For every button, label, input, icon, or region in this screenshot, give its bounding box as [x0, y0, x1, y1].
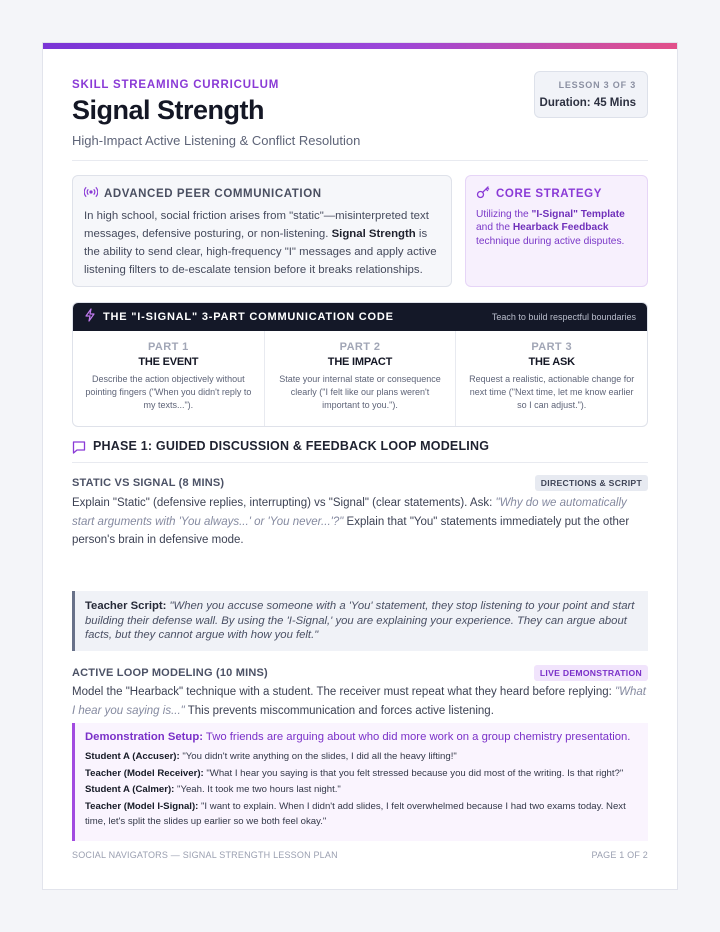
- broadcast-icon: [84, 186, 98, 201]
- phase-heading: [72, 440, 648, 463]
- dialogue-line: Teacher (Model Receiver): "What I hear you saying is that you felt stressed because you did most of the writing. Is that right?": [85, 767, 624, 779]
- page-number: PAGE 1 OF 2: [591, 850, 648, 860]
- script-text: "When you accuse someone with a 'You' statement, they stop listening to your point and start building their defense wall. By using the 'I-Signal,' you are explaining your experience. They can argue about facts, but they cannot argue with how you felt.": [85, 600, 635, 641]
- i-signal-code-box: [72, 302, 648, 427]
- teacher-script-callout: [72, 591, 648, 651]
- part-ask: [456, 331, 647, 426]
- lesson-plan-page: [42, 42, 678, 890]
- lesson-duration: Duration: 45 Mins: [539, 97, 636, 109]
- dialogue-line: Student A (Accuser): "You didn't write anything on the slides, I did all the heavy lifting!": [85, 751, 457, 762]
- peer-card-title: ADVANCED PEER COMMUNICATION: [104, 187, 322, 200]
- directions-tag: DIRECTIONS & SCRIPT: [535, 475, 648, 491]
- dialogue-line: Student A (Calmer): "Yeah. It took me two hours last night.": [85, 784, 341, 795]
- page-title: Signal Strength: [72, 95, 265, 125]
- part-title: THE ASK: [528, 356, 575, 368]
- page-footer: [72, 850, 648, 860]
- part-description: Request a realistic, actionable change for next time ("Next time, let me know earlier so I can adjust.").: [469, 374, 635, 410]
- core-strategy-card: [465, 175, 648, 287]
- script-label: Teacher Script:: [85, 600, 167, 612]
- footer-title: SOCIAL NAVIGATORS — SIGNAL STRENGTH LESSON PLAN: [72, 850, 338, 860]
- lesson-info-box: [534, 71, 648, 118]
- key-icon: [476, 186, 490, 202]
- demo-setup: Demonstration Setup: Two friends are arguing about who did more work on a group chemistry presentation.: [85, 731, 631, 743]
- code-box-header: [73, 303, 647, 331]
- peer-card-body: In high school, social friction arises from "static"—misinterpreted text messages, defensive posturing, or non-listening. Signal Strength is the ability to send clear, high-frequency "I" messages and apply active listening filters to de-escalate tension before it breaks relationships.: [84, 210, 437, 276]
- chat-bubble-icon: [72, 440, 86, 459]
- strategy-card-title: CORE STRATEGY: [496, 188, 602, 200]
- part-event: [73, 331, 265, 426]
- page-subtitle: High-Impact Active Listening & Conflict Resolution: [72, 133, 361, 148]
- section-static-text: Explain "Static" (defensive replies, interrupting) vs "Signal" (clear statements). Ask: "Why do we automatically start arguments with 'You always...' or 'You never...'?" Explain that "You" statements immediately put the other person's brain in defensive mode.: [72, 497, 630, 546]
- demonstration-callout: [72, 723, 648, 841]
- dialogue-line: Teacher (Model I-Signal): "I want to explain. When I didn't add slides, I felt overwhelmed because I had two exams today. Next time, let's split the slides up earlier so we both feel okay.": [85, 800, 626, 827]
- part-title: THE EVENT: [138, 356, 199, 368]
- section-loop-text: Model the "Hearback" technique with a student. The receiver must repeat what they heard before replying: "What I hear you saying is..." This prevents miscommunication and forces active listening.: [72, 686, 646, 717]
- code-box-title: THE "I-SIGNAL" 3-PART COMMUNICATION CODE: [103, 311, 394, 323]
- part-number: PART 3: [531, 341, 573, 353]
- section-static-header: [72, 475, 648, 491]
- section-title: ACTIVE LOOP MODELING (10 MINS): [72, 667, 268, 679]
- peer-communication-card: [72, 175, 452, 287]
- section-loop-header: [72, 665, 648, 681]
- part-description: State your internal state or consequence clearly ("I felt like our plans weren't important to you.").: [279, 374, 441, 410]
- part-number: PART 1: [147, 341, 189, 353]
- lesson-number: LESSON 3 OF 3: [558, 80, 636, 90]
- live-demo-tag: LIVE DEMONSTRATION: [534, 665, 648, 681]
- part-description: Describe the action objectively without pointing fingers ("When you didn't reply to my texts...").: [85, 374, 252, 410]
- part-title: THE IMPACT: [327, 356, 393, 368]
- part-number: PART 2: [339, 341, 381, 353]
- part-impact: [265, 331, 457, 426]
- page-header: [72, 49, 648, 161]
- code-box-subtitle: Teach to build respectful boundaries: [491, 312, 636, 322]
- section-title: STATIC VS SIGNAL (8 MINS): [72, 477, 225, 489]
- phase-title: PHASE 1: GUIDED DISCUSSION & FEEDBACK LOOP MODELING: [93, 439, 490, 453]
- strategy-card-body: Utilizing the "I-Signal" Template and the Hearback Feedback technique during active disputes.: [476, 209, 625, 247]
- curriculum-kicker: SKILL STREAMING CURRICULUM: [72, 79, 280, 91]
- lightning-icon: [84, 308, 96, 327]
